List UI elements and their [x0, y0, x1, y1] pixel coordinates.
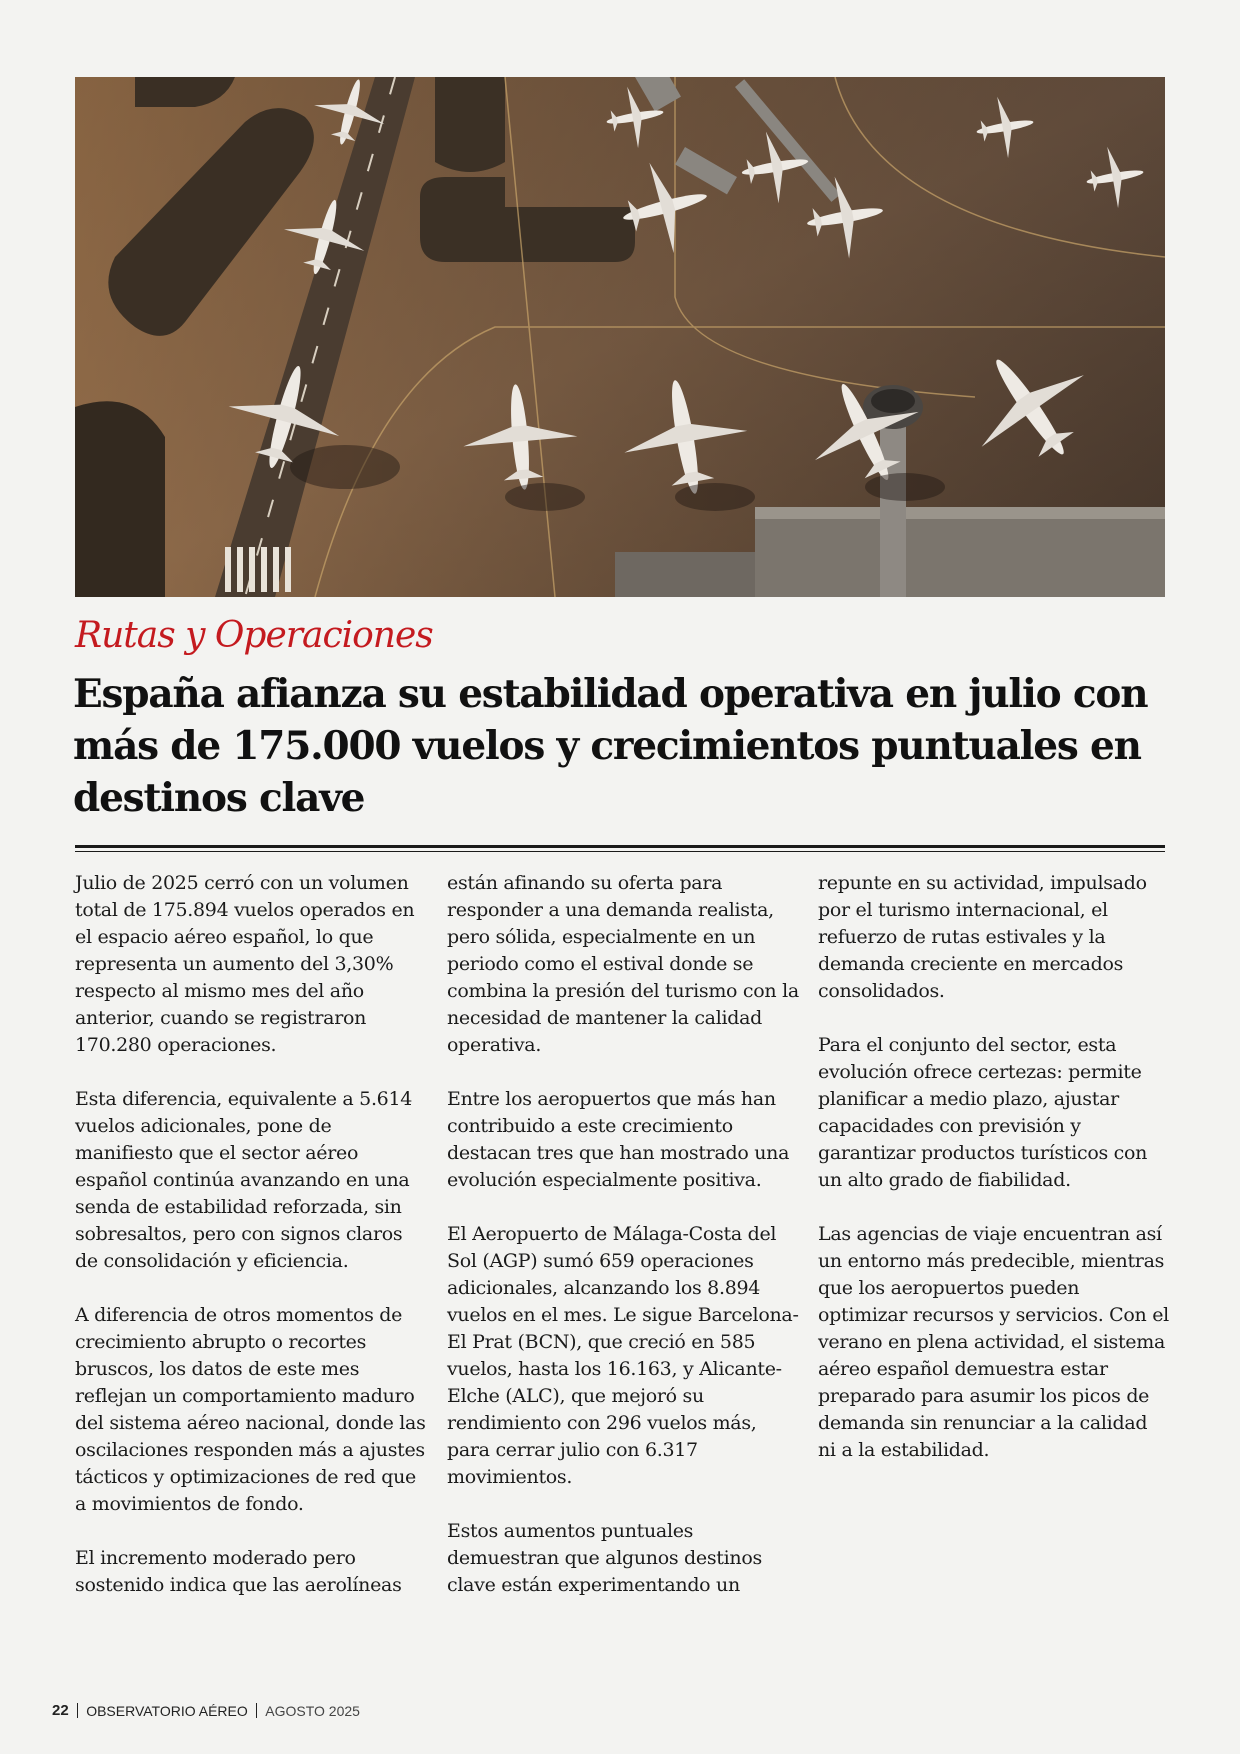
article-column-2: [447, 870, 799, 1626]
paragraph: están afinando su oferta para responder a una demanda realista, pero sólida, especialmente en un periodo como el estival donde se combina la presión del turismo con la necesidad de mantener la calidad operativa.: [447, 872, 799, 1056]
page-number: 22: [52, 1702, 69, 1719]
section-label: Rutas y Operaciones: [75, 615, 433, 656]
article-column-3: [818, 870, 1170, 1491]
paragraph: Estos aumentos puntuales demuestran que algunos destinos clave están experimentando un: [447, 1520, 762, 1596]
divider-thin: [75, 851, 1165, 852]
paragraph: repunte en su actividad, impulsado por el turismo internacional, el refuerzo de rutas estivales y la demanda creciente en mercados consolidados.: [818, 872, 1147, 1002]
article-headline: España afianza su estabilidad operativa en julio con más de 175.000 vuelos y crecimientos puntuales en destinos clave: [73, 671, 1148, 821]
issue-date: AGOSTO 2025: [265, 1702, 360, 1719]
paragraph: Las agencias de viaje encuentran así un entorno más predecible, mientras que los aeropuertos pueden optimizar recursos y servicios. Con el verano en plena actividad, el sistema aéreo español demuestra estar preparado para asumir los picos de demanda sin renunciar a la calidad ni a la estabilidad.: [818, 1223, 1169, 1461]
hero-image: [75, 77, 1165, 597]
page-footer: [52, 1702, 360, 1719]
footer-divider: [77, 1703, 79, 1718]
publication-name: OBSERVATORIO AÉREO: [86, 1702, 248, 1719]
paragraph: El incremento moderado pero sostenido indica que las aerolíneas: [75, 1547, 402, 1596]
footer-divider: [256, 1703, 258, 1718]
paragraph: A diferencia de otros momentos de crecimiento abrupto o recortes bruscos, los datos de este mes reflejan un comportamiento maduro del sistema aéreo nacional, donde las oscilaciones responden más a ajustes tácticos y optimizaciones de red que a movimientos de fondo.: [75, 1304, 426, 1515]
paragraph: El Aeropuerto de Málaga-Costa del Sol (AGP) sumó 659 operaciones adicionales, alcanzando los 8.894 vuelos en el mes. Le sigue Barcelona-El Prat (BCN), que creció en 585 vuelos, hasta los 16.163, y Alicante-Elche (ALC), que mejoró su rendimiento con 296 vuelos más, para cerrar julio con 6.317 movimientos.: [447, 1223, 799, 1488]
paragraph: Esta diferencia, equivalente a 5.614 vuelos adicionales, pone de manifiesto que el sector aéreo español continúa avanzando en una senda de estabilidad reforzada, sin sobresaltos, pero con signos claros de consolidación y eficiencia.: [75, 1088, 413, 1272]
article-column-1: [75, 870, 427, 1626]
paragraph: Para el conjunto del sector, esta evolución ofrece certezas: permite planificar a medio plazo, ajustar capacidades con previsión y garantizar productos turísticos con un alto grado de fiabilidad.: [818, 1034, 1148, 1191]
paragraph: Entre los aeropuertos que más han contribuido a este crecimiento destacan tres que han mostrado una evolución especialmente positiva.: [447, 1088, 790, 1191]
divider-thick: [75, 845, 1165, 848]
paragraph: Julio de 2025 cerró con un volumen total de 175.894 vuelos operados en el espacio aéreo español, lo que representa un aumento del 3,30% respecto al mismo mes del año anterior, cuando se registraron 170.280 operaciones.: [75, 872, 415, 1056]
